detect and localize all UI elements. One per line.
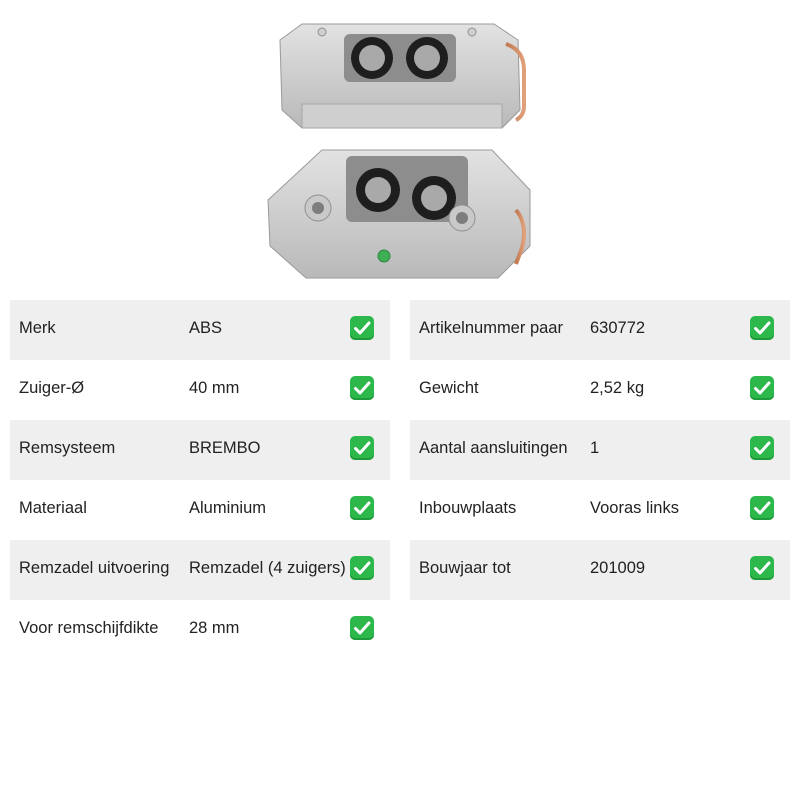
spec-label: Merk bbox=[19, 319, 56, 337]
spec-row-artikelnummer bbox=[410, 300, 790, 360]
spec-label: Bouwjaar tot bbox=[419, 559, 511, 577]
spec-row-remzadel-uitvoering bbox=[10, 540, 390, 600]
check-mark-icon bbox=[750, 496, 774, 520]
spec-value: Vooras links bbox=[590, 499, 679, 517]
specs-table-left bbox=[10, 300, 390, 660]
spec-value: 40 mm bbox=[189, 379, 240, 397]
spec-label: Artikelnummer paar bbox=[419, 319, 563, 337]
spec-value: 28 mm bbox=[189, 619, 240, 637]
check-mark-icon bbox=[350, 436, 374, 460]
check-mark-icon bbox=[350, 616, 374, 640]
check-mark-icon bbox=[350, 556, 374, 580]
spec-label: Inbouwplaats bbox=[419, 499, 517, 517]
spec-row-bouwjaar bbox=[410, 540, 790, 600]
spec-label: Voor remschijfdikte bbox=[19, 619, 159, 637]
spec-row-remsysteem bbox=[10, 420, 390, 480]
spec-value: Remzadel (4 zuigers) bbox=[189, 559, 346, 577]
check-mark-icon bbox=[350, 496, 374, 520]
spec-value: 2,52 kg bbox=[590, 379, 645, 397]
spec-label: Aantal aansluitingen bbox=[419, 439, 568, 457]
check-mark-icon bbox=[750, 436, 774, 460]
spec-value: ABS bbox=[189, 319, 223, 337]
check-mark-icon bbox=[350, 316, 374, 340]
spec-label: Remsysteem bbox=[19, 439, 116, 457]
check-mark-icon bbox=[750, 556, 774, 580]
check-mark-icon bbox=[350, 376, 374, 400]
spec-row-gewicht bbox=[410, 360, 790, 420]
specs-table-right bbox=[410, 300, 790, 600]
spec-row-remschijfdikte bbox=[10, 600, 390, 660]
brake-caliper-image bbox=[262, 10, 538, 286]
spec-value: Aluminium bbox=[189, 499, 267, 517]
check-mark-icon bbox=[750, 316, 774, 340]
spec-label: Zuiger-Ø bbox=[19, 379, 85, 397]
spec-label: Materiaal bbox=[19, 499, 87, 517]
check-mark-icon bbox=[750, 376, 774, 400]
spec-row-materiaal bbox=[10, 480, 390, 540]
spec-row-merk bbox=[10, 300, 390, 360]
spec-label: Remzadel uitvoering bbox=[19, 559, 170, 577]
spec-row-aansluitingen bbox=[410, 420, 790, 480]
spec-value: 201009 bbox=[590, 559, 646, 577]
spec-value: 1 bbox=[590, 439, 600, 457]
spec-value: 630772 bbox=[590, 319, 646, 337]
product-image bbox=[262, 10, 538, 286]
spec-row-zuiger bbox=[10, 360, 390, 420]
spec-row-inbouwplaats bbox=[410, 480, 790, 540]
spec-value: BREMBO bbox=[189, 439, 261, 457]
spec-label: Gewicht bbox=[419, 379, 479, 397]
